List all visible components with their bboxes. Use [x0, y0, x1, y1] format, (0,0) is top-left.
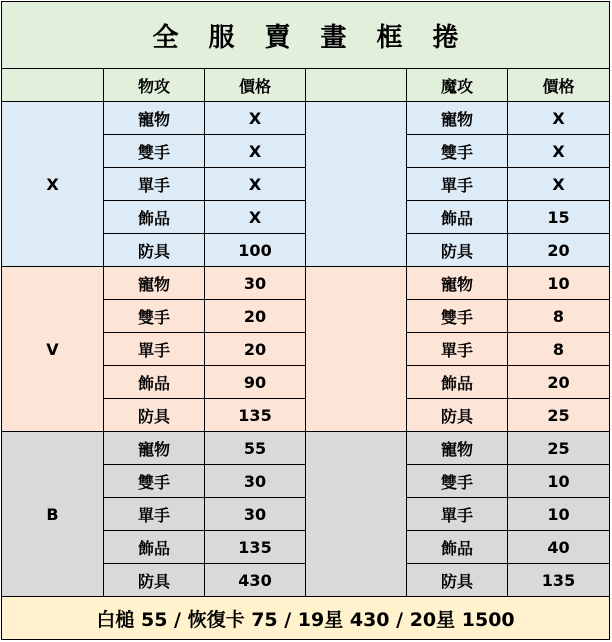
- magic-price-cell: 8: [508, 333, 610, 366]
- physical-item-cell: 防具: [104, 564, 205, 597]
- header-magic-price: 價格: [508, 69, 610, 102]
- magic-item-cell: 飾品: [407, 531, 508, 564]
- magic-item-cell: 雙手: [407, 300, 508, 333]
- magic-item-cell: 雙手: [407, 465, 508, 498]
- header-magic-attack: 魔攻: [407, 69, 508, 102]
- spacer-cell: [306, 267, 407, 432]
- physical-item-cell: 寵物: [104, 432, 205, 465]
- header-blank: [2, 69, 104, 102]
- magic-item-cell: 防具: [407, 564, 508, 597]
- physical-item-cell: 寵物: [104, 267, 205, 300]
- physical-price-cell: X: [205, 102, 306, 135]
- magic-price-cell: 25: [508, 399, 610, 432]
- physical-price-cell: 90: [205, 366, 306, 399]
- physical-price-cell: 135: [205, 399, 306, 432]
- header-spacer: [306, 69, 407, 102]
- physical-price-cell: X: [205, 135, 306, 168]
- tier-label: V: [2, 267, 104, 432]
- magic-price-cell: 20: [508, 366, 610, 399]
- magic-price-cell: 10: [508, 267, 610, 300]
- magic-item-cell: 防具: [407, 399, 508, 432]
- spacer-cell: [306, 432, 407, 597]
- physical-item-cell: 單手: [104, 168, 205, 201]
- tier-label: B: [2, 432, 104, 597]
- physical-price-cell: X: [205, 168, 306, 201]
- physical-item-cell: 飾品: [104, 531, 205, 564]
- table-row: [2, 102, 610, 135]
- magic-item-cell: 飾品: [407, 201, 508, 234]
- physical-price-cell: 20: [205, 300, 306, 333]
- physical-price-cell: 30: [205, 465, 306, 498]
- physical-item-cell: 單手: [104, 498, 205, 531]
- spacer-cell: [306, 102, 407, 267]
- magic-price-cell: 40: [508, 531, 610, 564]
- magic-price-cell: 10: [508, 498, 610, 531]
- header-physical-price: 價格: [205, 69, 306, 102]
- table-row: [2, 432, 610, 465]
- magic-item-cell: 單手: [407, 168, 508, 201]
- physical-price-cell: 30: [205, 498, 306, 531]
- magic-item-cell: 飾品: [407, 366, 508, 399]
- magic-price-cell: 10: [508, 465, 610, 498]
- header-physical-attack: 物攻: [104, 69, 205, 102]
- physical-price-cell: 135: [205, 531, 306, 564]
- table-row: [2, 267, 610, 300]
- header-row: [2, 69, 610, 102]
- physical-item-cell: 雙手: [104, 300, 205, 333]
- physical-item-cell: 雙手: [104, 135, 205, 168]
- footer-note: 白槌 55 / 恢復卡 75 / 19星 430 / 20星 1500: [2, 597, 610, 640]
- physical-price-cell: 20: [205, 333, 306, 366]
- physical-item-cell: 飾品: [104, 366, 205, 399]
- magic-price-cell: X: [508, 135, 610, 168]
- magic-item-cell: 防具: [407, 234, 508, 267]
- physical-item-cell: 雙手: [104, 465, 205, 498]
- magic-item-cell: 寵物: [407, 102, 508, 135]
- magic-item-cell: 寵物: [407, 432, 508, 465]
- magic-item-cell: 寵物: [407, 267, 508, 300]
- magic-price-cell: 25: [508, 432, 610, 465]
- sheet-title: 全服賣畫框捲: [2, 2, 610, 69]
- magic-item-cell: 雙手: [407, 135, 508, 168]
- magic-price-cell: 20: [508, 234, 610, 267]
- physical-price-cell: 55: [205, 432, 306, 465]
- physical-item-cell: 寵物: [104, 102, 205, 135]
- magic-item-cell: 單手: [407, 498, 508, 531]
- physical-item-cell: 防具: [104, 399, 205, 432]
- physical-price-cell: X: [205, 201, 306, 234]
- physical-item-cell: 單手: [104, 333, 205, 366]
- physical-price-cell: 430: [205, 564, 306, 597]
- price-table: [1, 1, 610, 640]
- tier-label: X: [2, 102, 104, 267]
- magic-price-cell: X: [508, 102, 610, 135]
- physical-price-cell: 30: [205, 267, 306, 300]
- physical-item-cell: 防具: [104, 234, 205, 267]
- magic-price-cell: 135: [508, 564, 610, 597]
- magic-price-cell: X: [508, 168, 610, 201]
- magic-item-cell: 單手: [407, 333, 508, 366]
- physical-item-cell: 飾品: [104, 201, 205, 234]
- physical-price-cell: 100: [205, 234, 306, 267]
- magic-price-cell: 8: [508, 300, 610, 333]
- magic-price-cell: 15: [508, 201, 610, 234]
